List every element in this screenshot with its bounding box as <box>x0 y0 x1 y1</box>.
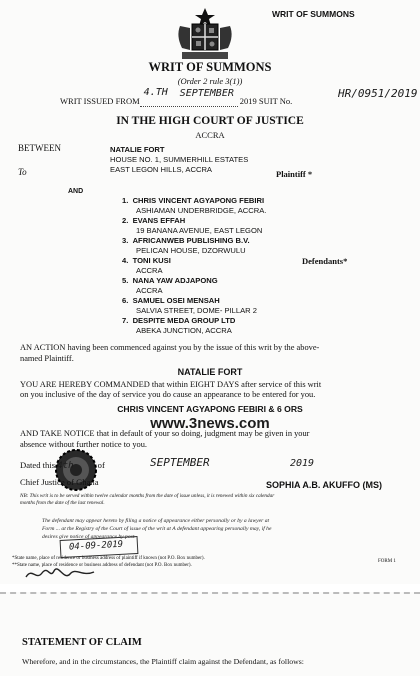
defendant-item: 4. TONI KUSI <box>122 256 171 265</box>
defendant-item: 7. DESPITE MEDA GROUP LTD <box>122 316 236 325</box>
notice-paragraph: AND TAKE NOTICE that in default of your so doing, judgment may be given in your absence without further notice to you. <box>20 429 310 449</box>
defendant-item: 3. AFRICANWEB PUBLISHING B.V. <box>122 236 250 245</box>
statement-title: STATEMENT OF CLAIM <box>22 637 142 648</box>
nb-note: NB: This writ is to be served within twelve calendar months from the date of issue unless, it is renewed within six calendar months from the date of the last renewal. <box>20 493 275 506</box>
dated-label: Dated this <box>20 460 56 470</box>
suit-number: HR/0951/2019 <box>338 87 418 100</box>
defendants-center-name: CHRIS VINCENT AGYAPONG FEBIRI & 6 ORS <box>117 404 303 414</box>
ghana-coat-of-arms-icon <box>172 6 238 62</box>
action-paragraph: AN ACTION having been commenced against you by the issue of this writ by the above- named Plaintiff. <box>20 343 320 363</box>
header-label: WRIT OF SUMMONS <box>272 9 355 19</box>
plaintiff-block <box>110 145 248 175</box>
defendant-item: 5. NANA YAW ADJAPONG <box>122 276 218 285</box>
footnote-defendant: **State name, place of residence or business address of defendant (not P.O. Box number). <box>12 563 192 568</box>
plaintiff-role: Plaintiff * <box>276 169 313 179</box>
watermark-text: www.3news.com <box>150 415 270 432</box>
defendant-address: ABEKA JUNCTION, ACCRA <box>136 326 232 335</box>
defendant-item: 2. EVANS EFFAH <box>122 216 186 225</box>
dated-year: 2019 <box>290 458 315 469</box>
chief-justice-label: Chief Justice of Ghana <box>20 477 99 487</box>
court-city: ACCRA <box>195 130 225 140</box>
dated-of: of <box>97 460 105 470</box>
command-paragraph: YOU ARE HEREBY COMMANDED that within EIGHT DAYS after service of this writ on you inclusive of the day of service you do cause an appearance to be entered for you. <box>20 380 322 399</box>
stamp-date: 04-09-2019 <box>68 539 124 553</box>
issued-month: SEPTEMBER <box>179 88 234 99</box>
issued-year-suit: 2019 SUIT No. <box>239 96 293 106</box>
form-label: FORM 1 <box>378 559 396 564</box>
defendant-address: PELICAN HOUSE, DZORWULU <box>136 246 246 255</box>
plaintiff-name: NATALIE FORT <box>110 145 165 154</box>
defendant-address: ACCRA <box>136 266 163 275</box>
defendant-address: ACCRA <box>136 286 163 295</box>
issued-day: 4.TH <box>143 87 168 98</box>
dated-day: 4th <box>57 461 74 471</box>
issued-label: WRIT ISSUED FROM <box>60 96 140 106</box>
defendant-item: 6. SAMUEL OSEI MENSAH <box>122 296 220 305</box>
defendant-address: ASHIAMAN UNDERBRIDGE, ACCRA. <box>136 206 267 215</box>
defendant-item: 1. CHRIS VINCENT AGYAPONG FEBIRI <box>122 196 265 205</box>
dated-month: SEPTEMBER <box>150 456 210 469</box>
defendant-address: 19 BANANA AVENUE, EAST LEGON <box>136 226 263 235</box>
document-subtitle: (Order 2 rule 3(1)) <box>177 76 243 86</box>
court-name: IN THE HIGH COURT OF JUSTICE <box>116 115 304 127</box>
plaintiff-center-name: NATALIE FORT <box>177 367 243 377</box>
chief-justice-name: SOPHIA A.B. AKUFFO (MS) <box>266 480 382 490</box>
statement-page <box>0 592 420 676</box>
plaintiff-address-1: HOUSE NO. 1, SUMMERHILL ESTATES <box>110 155 249 164</box>
issued-line <box>60 87 293 107</box>
footnote-plaintiff: *State name, place of residence or business address of plaintiff if known (not P.O. Box number). <box>12 556 205 561</box>
between-label: BETWEEN <box>18 143 61 153</box>
document-title: WRIT OF SUMMONS <box>148 60 272 74</box>
signature-icon <box>24 565 96 583</box>
defendant-list <box>122 196 266 336</box>
statement-text: Wherefore, and in the circumstances, the Plaintiff claim against the Defendant, as follows: <box>22 657 304 666</box>
and-label: AND <box>68 188 84 195</box>
appearance-note: The defendant may appear hereto by filing a notice of appearance either personally or by a lawyer at Form ... at the Registry of the Court of issue of the writ at A defendant appearing personally may, if he desires give notice of appearance by post. <box>42 518 272 540</box>
plaintiff-address-2: EAST LEGON HILLS, ACCRA <box>110 165 212 174</box>
defendants-role: Defendants* <box>302 256 348 266</box>
defendant-address: SALVIA STREET, DOME- PILLAR 2 <box>136 306 257 315</box>
dated-line <box>20 460 105 471</box>
to-label: To <box>18 167 27 177</box>
